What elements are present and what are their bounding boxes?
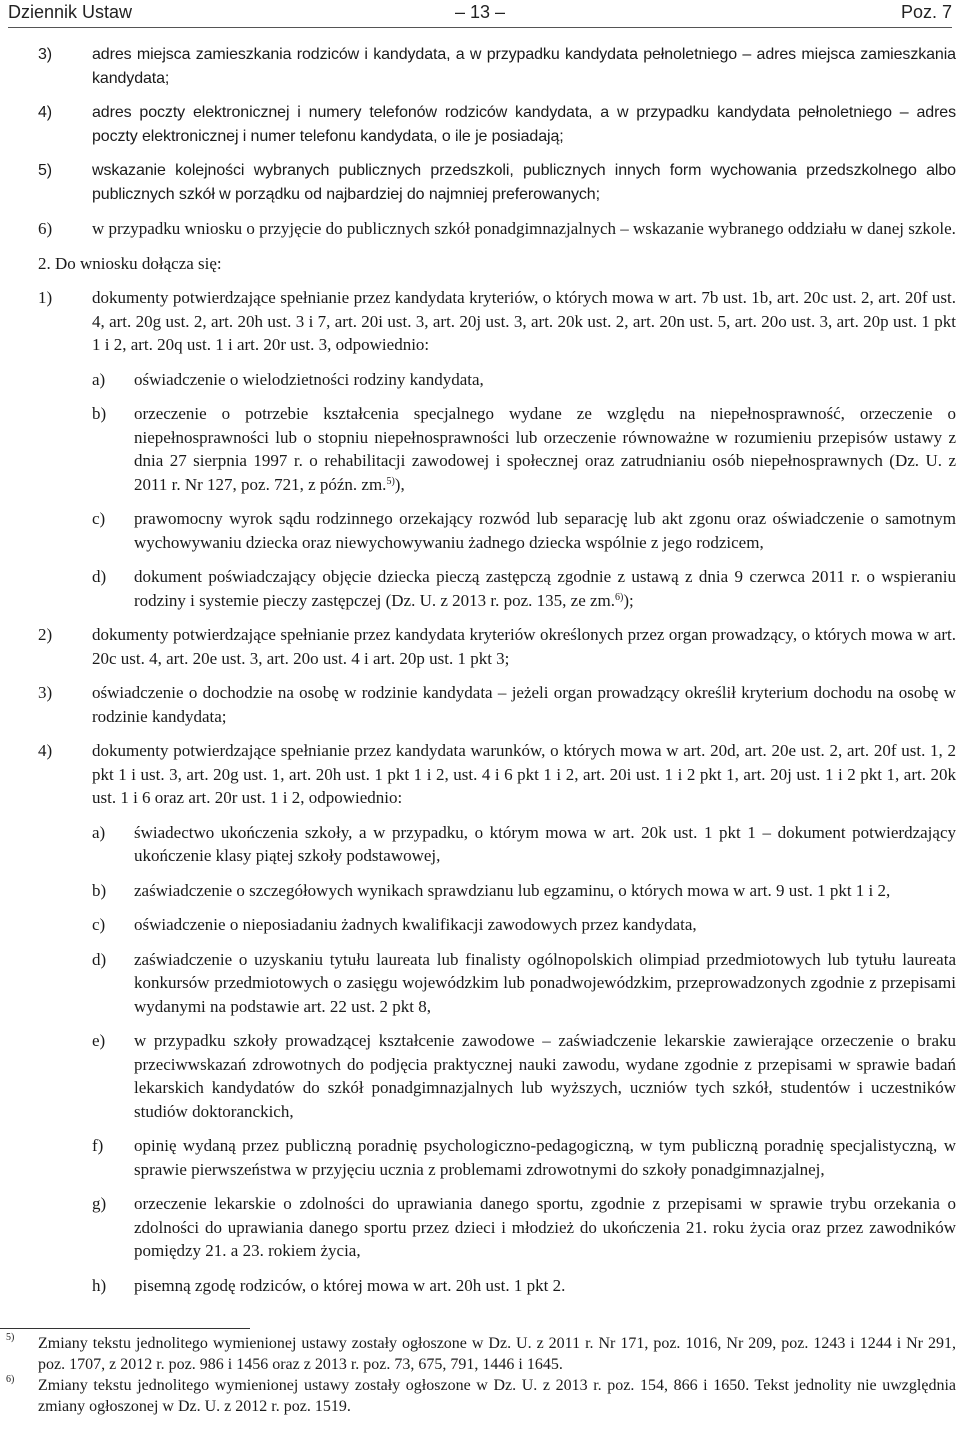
journal-title: Dziennik Ustaw [8, 2, 133, 22]
list-item [0, 159, 960, 206]
item-text: oświadczenie o dochodzie na osobę w rodzinie kandydata – jeżeli organ prowadzący określił kryterium dochodu na osobę w rodzinie kandydata; [92, 683, 956, 726]
sub-item [0, 1029, 960, 1123]
sub-item-letter: h) [92, 1275, 107, 1295]
sub-item-text: zaświadczenie o szczegółowych wynikach sprawdzianu lub egzaminu, o których mowa w art. 9 ust. 1 pkt 1 i 2, [134, 880, 891, 900]
item-number: 3) [38, 46, 53, 63]
footnote [0, 1375, 960, 1417]
section-1-list [0, 43, 960, 206]
sub-item-letter: c) [92, 915, 106, 934]
sub-item-text: zaświadczenie o uzyskaniu tytułu laureata lub finalisty ogólnopolskich olimpiad przedmiotowych lub tytułu laureata konkursów przedmiotowych o zasięgu wojewódzkim lub ponadwojewódzkim, przeprowadzonych zgodnie z przepisami wydanymi na podstawie art. 22 ust. 2 pkt 8, [134, 949, 956, 1016]
footnote-mark: 6) [6, 1374, 15, 1385]
sub-item-text: opinię wydaną przez publiczną poradnię psychologiczno-pedagogiczną, w tym publiczną poradnię specjalistyczną, w sprawie pierwszeństwa w przyjęciu ucznia z problemami zdrowotnymi do szkoły ponadgimnazjalnej, [134, 1136, 956, 1179]
sub-item-letter: a) [92, 822, 106, 842]
list-item [0, 286, 960, 357]
sub-item [0, 1274, 960, 1298]
footnote-text: Zmiany tekstu jednolitego wymienionej ustawy zostały ogłoszone w Dz. U. z 2011 r. Nr 171, poz. 1016, Nr 209, poz. 1243 i 1244 i Nr 291, poz. 1707, z 2012 r. poz. 986 i 1456 oraz z 2013 r. poz. 73, 675, 791, 1446 i 1645. [38, 1335, 956, 1373]
item-number: 4) [38, 741, 53, 760]
sub-item [0, 1192, 960, 1263]
item-number: 1) [38, 288, 53, 307]
list-item [0, 217, 960, 241]
sub-item [0, 565, 960, 612]
list-item [0, 739, 960, 810]
footnote-ref[interactable]: 6) [615, 591, 624, 603]
sub-item [0, 368, 960, 392]
footnote-ref[interactable]: 5) [386, 475, 395, 487]
sub-item [0, 507, 960, 554]
sub-item [0, 913, 960, 937]
item-text: dokumenty potwierdzające spełnianie przez kandydata kryteriów określonych przez organ prowadzący, o których mowa w art. 20c ust. 4, art. 20e ust. 3, art. 20o ust. 4 i art. 20p ust. 1 pkt 3; [92, 625, 956, 668]
sub-item-letter: a) [92, 369, 106, 389]
sub-item-text: pisemną zgodę rodziców, o której mowa w art. 20h ust. 1 pkt 2. [134, 1275, 566, 1295]
page-header [8, 0, 952, 26]
footnote [0, 1333, 960, 1375]
sub-item-text: oświadczenie o wielodzietności rodziny kandydata, [134, 369, 484, 389]
sub-item-text: prawomocny wyrok sądu rodzinnego orzekający rozwód lub separację lub akt zgonu oraz oświadczenie o samotnym wychowywaniu dziecka oraz niewychowywaniu żadnego dziecka wspólnie z jego rodzicem, [134, 509, 956, 552]
list-item [0, 101, 960, 148]
footnotes [0, 1333, 960, 1417]
item-number: 4) [38, 104, 53, 121]
sub-item-letter: b) [92, 880, 107, 900]
item-text: w przypadku wniosku o przyjęcie do publicznych szkół ponadgimnazjalnych – wskazanie wybranego oddziału w danej szkole. [92, 219, 956, 238]
sub-item-letter: g) [92, 1194, 107, 1213]
sub-item-letter: c) [92, 509, 106, 528]
page-number: – 13 – [454, 2, 506, 22]
item-number: 6) [38, 219, 53, 238]
sub-item [0, 948, 960, 1019]
list-item [0, 623, 960, 670]
item-number: 3) [38, 683, 53, 702]
sub-item [0, 402, 960, 496]
sub-item-letter: e) [92, 1031, 106, 1050]
sub-item-text: orzeczenie o potrzebie kształcenia specjalnego wydane ze względu na niepełnosprawność, orzeczenie o niepełnosprawności lub o stopniu niepełnosprawności lub orzeczenie równoważne w rozumieniu przepisów ustawy z dnia 27 sierpnia 1997 r. o rehabilitacji zawodowej i społecznej oraz zatrudnianiu osób niepełnosprawnych (Dz. U. z 2011 r. Nr 127, poz. 721, z późn. zm.$^{5)}$), [134, 404, 956, 494]
sub-item-letter: d) [92, 949, 107, 969]
position-number: Poz. 7 [900, 2, 952, 22]
sub-item-letter: b) [92, 404, 107, 423]
item-text: wskazanie kolejności wybranych publicznych przedszkoli, publicznych innych form wychowania przedszkolnego albo publicznych szkół w porządku od najbardziej do najmniej preferowanych; [92, 162, 956, 203]
sub-item [0, 879, 960, 903]
sub-item-letter: f) [92, 1136, 104, 1155]
item-text: adres poczty elektronicznej i numery telefonów rodziców kandydata, a w przypadku kandydata pełnoletniego – adres poczty elektronicznej i numer telefonu kandydata, o ile je posiadają; [92, 104, 956, 145]
item-number: 5) [38, 162, 53, 179]
item-number: 2) [38, 625, 53, 644]
sub-item-text: dokument poświadczający objęcie dziecka pieczą zastępczą zgodnie z ustawą z dnia 9 czerwca 2011 r. o wspieraniu rodziny i systemie pieczy zastępczej (Dz. U. z 2013 r. poz. 135, ze zm.$^{6)}$); [134, 567, 956, 610]
sub-item-text: oświadczenie o nieposiadaniu żadnych kwalifikacji zawodowych przez kandydata, [134, 915, 697, 934]
sub-item-text: orzeczenie lekarskie o zdolności do uprawiania danego sportu, zgodnie z przepisami w sprawie trybu orzekania o zdolności do uprawiania danego sportu przez dzieci i młodzież do ukończenia 21. roku życia oraz przez zawodników pomiędzy 21. a 23. rokiem życia, [134, 1194, 956, 1260]
footnote-divider [0, 1328, 250, 1329]
list-item [0, 43, 960, 90]
section-2-heading: 2. Do wniosku dołącza się: [38, 253, 222, 273]
list-item [0, 681, 960, 728]
header-divider [8, 27, 952, 28]
sub-item [0, 1134, 960, 1181]
item-text: adres miejsca zamieszkania rodziców i kandydata, a w przypadku kandydata pełnoletniego – adres miejsca zamieszkania kandydata; [92, 46, 956, 87]
item-text: dokumenty potwierdzające spełnianie przez kandydata warunków, o których mowa w art. 20d, art. 20e ust. 2, art. 20f ust. 1, 2 pkt 1 i ust. 3, art. 20g ust. 1, art. 20h ust. 1 pkt 1 i 2, ust. 4 i 6 pkt 1 i 2, art. 20i ust. 1 i 2 pkt 1, art. 20j ust. 1 i 2 pkt 1, art. 20k ust. 1 i 6 oraz art. 20r ust. 1 i 2, odpowiednio: [92, 741, 956, 807]
sub-item-text: w przypadku szkoły prowadzącej kształcenie zawodowe – zaświadczenie lekarskie zawierające orzeczenie o braku przeciwwskazań zdrowotnych do podjęcia praktycznej nauki zawodu, wydane zgodnie z przepisami w sprawie badań lekarskich kandydatów do szkół ponadgimnazjalnych lub wyższych, uczniów tych szkół, studentów i uczestników studiów doktoranckich, [134, 1031, 956, 1121]
footnote-text: Zmiany tekstu jednolitego wymienionej ustawy zostały ogłoszone w Dz. U. z 2013 r. poz. 154, 866 i 1650. Tekst jednolity nie uwzględnia zmiany ogłoszonej w Dz. U. z 2012 r. poz. 1519. [38, 1377, 956, 1415]
sub-item [0, 821, 960, 868]
sub-item-text: świadectwo ukończenia szkoły, a w przypadku, o którym mowa w art. 20k ust. 1 pkt 1 – dokument potwierdzający ukończenie klasy piątej szkoły podstawowej, [134, 822, 956, 865]
item-text: dokumenty potwierdzające spełnianie przez kandydata kryteriów, o których mowa w art. 7b ust. 1b, art. 20c ust. 2, art. 20f ust. 4, art. 20g ust. 2, art. 20h ust. 3 i 7, art. 20i ust. 3, art. 20j ust. 3, art. 20k ust. 2, art. 20n ust. 5, art. 20o ust. 3, art. 20p ust. 1 pkt 1 i 2, art. 20q ust. 1 i art. 20r ust. 3, odpowiednio: [92, 288, 956, 354]
document-body [0, 43, 960, 1297]
footnote-mark: 5) [6, 1332, 15, 1343]
sub-item-letter: d) [92, 567, 107, 586]
